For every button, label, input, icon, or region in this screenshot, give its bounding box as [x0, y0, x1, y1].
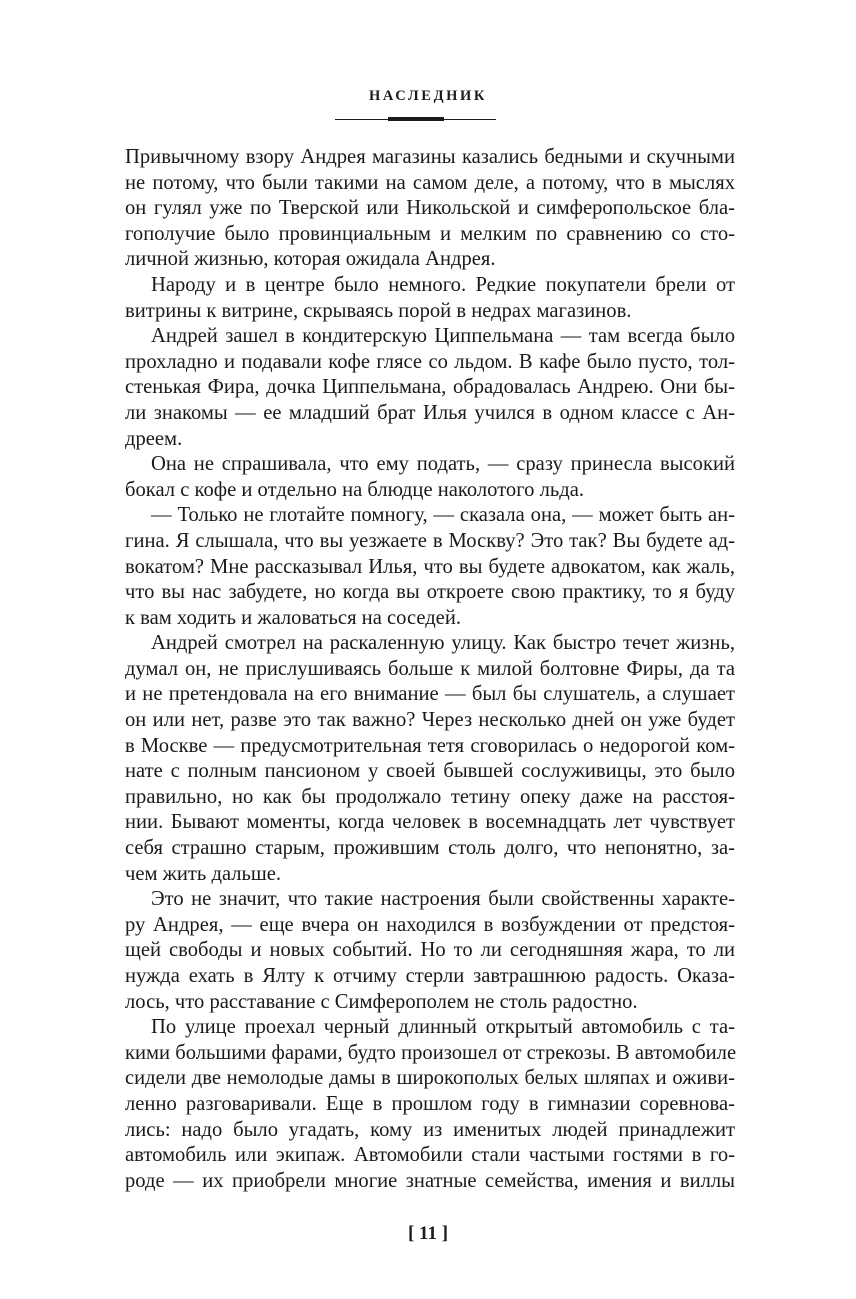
- text-line: сидели две немолодые дамы в широкополых белых шляпах и оживи-: [125, 1067, 735, 1090]
- text-line: личной жизнью, которая ожидала Андрея.: [125, 248, 496, 271]
- text-line: гина. Я слышала, что вы уезжаете в Москву? Это так? Вы будете ад-: [125, 529, 735, 552]
- text-line: Народу и в центре было немного. Редкие покупатели брели от: [151, 273, 735, 296]
- text-line: кими большими фарами, будто произошел от стрекозы. В автомобиле: [125, 1041, 737, 1064]
- text-line: думал он, не прислушиваясь больше к милой болтовне Фиры, да та: [125, 657, 735, 680]
- text-line: щей свободы и новых событий. Но то ли сегодняшняя жара, то ли: [125, 939, 735, 962]
- text-line: он или нет, разве это так важно? Через несколько дней он уже будет: [125, 709, 735, 732]
- text-line: прохладно и подавали кофе глясе со льдом. В кафе было пусто, тол-: [125, 350, 735, 373]
- text-line: нии. Бывают моменты, когда человек в восемнадцать лет чувствует: [125, 811, 735, 834]
- text-line: гополучие было провинциальным и мелким по сравнению со сто-: [125, 222, 735, 245]
- text-line: вокатом? Мне рассказывал Илья, что вы будете адвокатом, как жаль,: [125, 555, 735, 578]
- text-line: нужда ехать в Ялту к отчиму стерли завтрашнюю радость. Оказа-: [125, 965, 735, 987]
- text-line: бокал с кофе и отдельно на блюдце наколотого льда.: [125, 478, 585, 501]
- text-line: Она не спрашивала, что ему подать, — сразу принесла высокий: [151, 453, 735, 476]
- text-line: правильно, но как бы продолжало тетину опеку даже на расстоя-: [125, 785, 735, 808]
- text-line: автомобиль или экипаж. Автомобили стали частыми гостями в го-: [125, 1144, 735, 1167]
- text-line: Андрей зашел в кондитерскую Циппельмана — там всегда было: [151, 325, 735, 348]
- text-line: не потому, что были такими на самом деле, а потому, что в мыслях: [125, 171, 735, 194]
- body-text: [125, 145, 735, 1194]
- text-line: себя страшно старым, прожившим столь долго, что непонятно, за-: [125, 837, 735, 860]
- text-line: стенькая Фира, дочка Циппельмана, обрадовалась Андрею. Они бы-: [125, 376, 735, 399]
- text-line: лись: надо было угадать, кому из именитых людей принадлежит: [125, 1118, 735, 1141]
- text-line: нате с полным пансионом у своей бывшей сослуживицы, это было: [125, 760, 735, 783]
- text-line: Привычному взору Андрея магазины казались бедными и скучными: [125, 146, 735, 168]
- text-line: ленно разговаривали. Еще в прошлом году в гимназии соревнова-: [125, 1092, 735, 1115]
- text-line: Это не значит, что такие настроения были свойственны характе-: [151, 888, 735, 911]
- text-line: что вы нас забудете, но когда вы откроете свою практику, то я буду: [125, 581, 735, 604]
- text-line: и не претендовала на его внимание — был бы слушатель, а слушает: [125, 683, 735, 706]
- text-line: он гулял уже по Тверской или Никольской и симферопольское бла-: [125, 197, 735, 220]
- text-line: витрины к витрине, скрываясь порой в недрах магазинов.: [125, 299, 632, 322]
- text-line: роде — их приобрели многие знатные семейства, имения и виллы: [125, 1169, 735, 1192]
- text-line: ру Андрея, — еще вчера он находился в возбуждении от предстоя-: [125, 913, 735, 936]
- page-number: [ 11 ]: [407, 1223, 449, 1244]
- text-line: По улице проехал черный длинный открытый автомобиль с та-: [151, 1016, 735, 1039]
- text-line: к вам ходить и жаловаться на соседей.: [125, 606, 461, 629]
- text-line: ли знакомы — ее младший брат Илья учился в одном классе с Ан-: [125, 401, 735, 424]
- text-line: дреем.: [125, 427, 183, 450]
- text-line: лось, что расставание с Симферополем не столь радостно.: [125, 990, 638, 1013]
- text-line: Андрей смотрел на раскаленную улицу. Как быстро течет жизнь,: [151, 632, 735, 655]
- running-title: НАСЛЕДНИК: [368, 88, 488, 104]
- text-line: в Москве — предусмотрительная тетя сговорилась о недорогой ком-: [125, 734, 735, 757]
- text-line: — Только не глотайте помногу, — сказала она, — может быть ан-: [151, 504, 735, 527]
- header-rule-accent: [388, 117, 444, 121]
- text-line: чем жить дальше.: [125, 862, 282, 885]
